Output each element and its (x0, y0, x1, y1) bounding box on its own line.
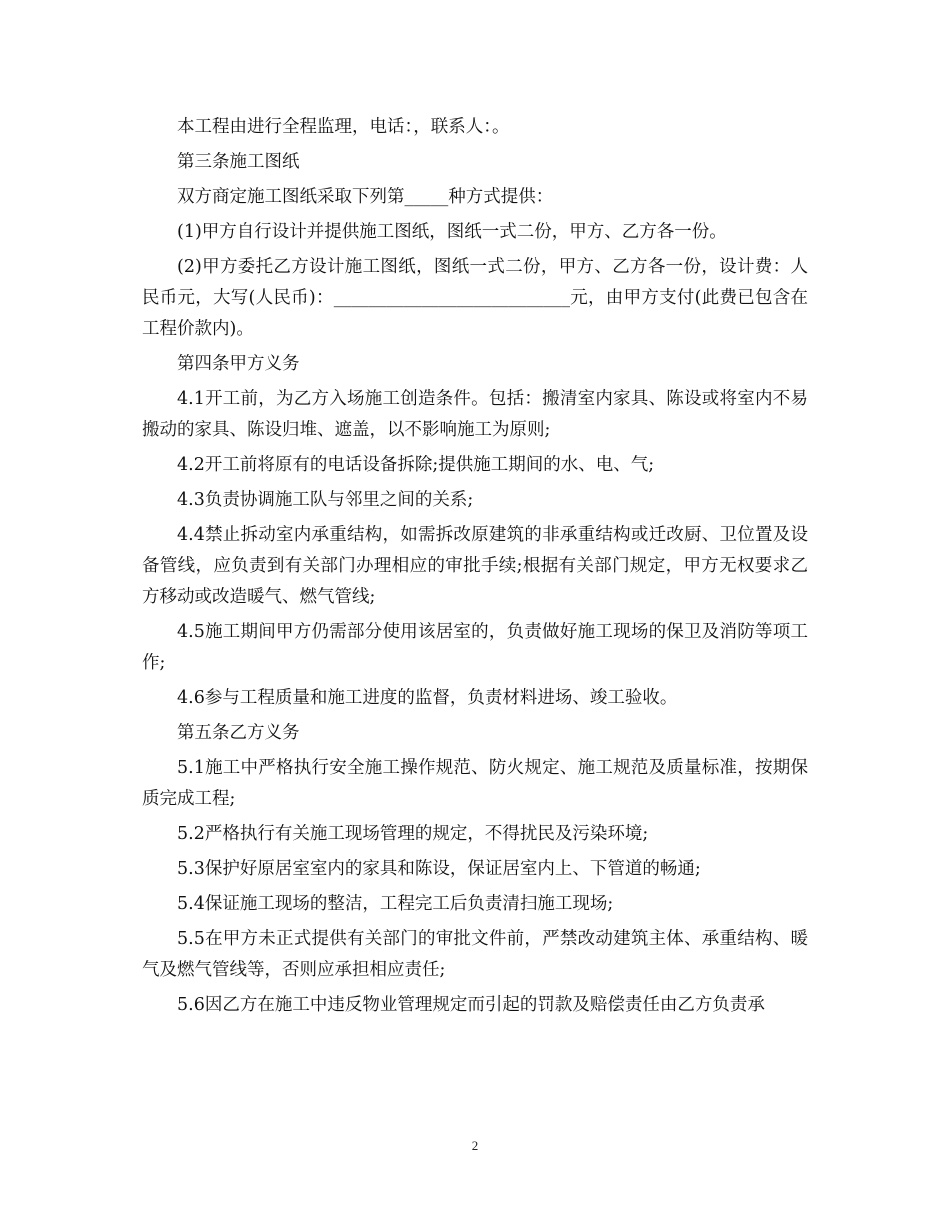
paragraph-5-3: 5.3保护好原居室室内的家具和陈设，保证居室内上、下管道的畅通; (177, 859, 701, 879)
paragraph-5-5: 5.5在甲方未正式提供有关部门的审批文件前，严禁改动建筑主体、承重结构、暖气及燃气管线等，否则应承担相应责任; (142, 929, 808, 980)
page-number: 2 (471, 1138, 479, 1153)
heading-article-4: 第四条甲方义务 (177, 354, 300, 374)
paragraph-4-3: 4.3负责协调施工队与邻里之间的关系; (177, 490, 474, 510)
paragraph-supervision: 本工程由进行全程监理，电话：，联系人：。 (177, 117, 510, 137)
heading-article-5: 第五条乙方义务 (177, 723, 300, 743)
paragraph-drawing-method: 双方商定施工图纸采取下列第_____种方式提供： (177, 187, 554, 207)
paragraph-5-4: 5.4保证施工现场的整洁，工程完工后负责清扫施工现场; (177, 894, 614, 914)
paragraph-4-1: 4.1开工前，为乙方入场施工创造条件。包括：搬清室内家具、陈设或将室内不易搬动的家具、陈设归堆、遮盖，以不影响施工为原则; (142, 389, 808, 440)
paragraph-5-6: 5.6因乙方在施工中违反物业管理规定而引起的罚款及赔偿责任由乙方负责承 (177, 995, 765, 1015)
paragraph-option-2: (2)甲方委托乙方设计施工图纸，图纸一式二份，甲方、乙方各一份，设计费：人民币元，大写(人民币)：___________________________元，由甲方支付(此费已包含在工程价款内)。 (142, 257, 808, 339)
heading-article-3: 第三条施工图纸 (177, 152, 300, 172)
paragraph-5-1: 5.1施工中严格执行安全施工操作规范、防火规定、施工规范及质量标准，按期保质完成工程; (142, 758, 808, 809)
paragraph-4-2: 4.2开工前将原有的电话设备拆除;提供施工期间的水、电、气; (177, 455, 655, 475)
paragraph-5-2: 5.2严格执行有关施工现场管理的规定，不得扰民及污染环境; (177, 824, 649, 844)
paragraph-option-1: (1)甲方自行设计并提供施工图纸，图纸一式二份，甲方、乙方各一份。 (177, 222, 727, 242)
document-body (142, 112, 808, 1025)
paragraph-4-5: 4.5施工期间甲方仍需部分使用该居室的，负责做好施工现场的保卫及消防等项工作; (142, 622, 808, 673)
paragraph-4-4: 4.4禁止拆动室内承重结构，如需拆改原建筑的非承重结构或迁改厨、卫位置及设备管线，应负责到有关部门办理相应的审批手续;根据有关部门规定，甲方无权要求乙方移动或改造暖气、燃气管线; (142, 525, 808, 607)
paragraph-4-6: 4.6参与工程质量和施工进度的监督，负责材料进场、竣工验收。 (177, 688, 678, 708)
